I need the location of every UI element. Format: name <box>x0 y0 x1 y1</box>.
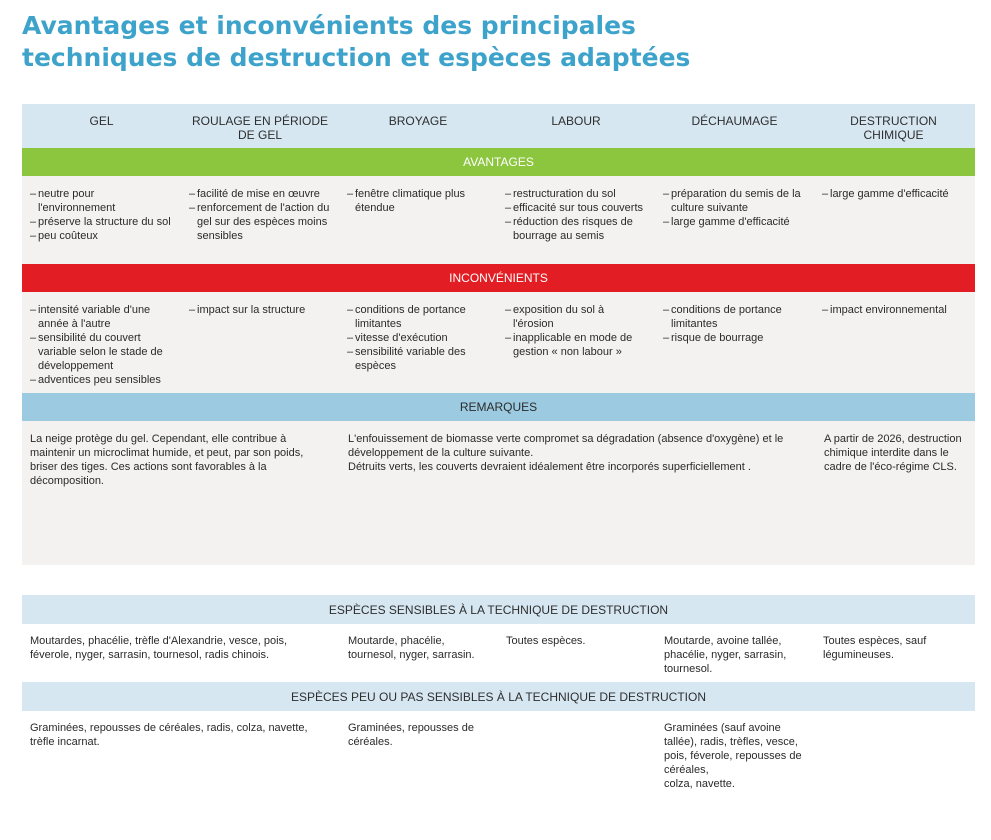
avantages-dechaumage <box>655 176 814 264</box>
list-item: – neutre pour l'environnement <box>30 187 173 215</box>
inconvenients-row <box>22 292 975 393</box>
list-item: – exposition du sol à l'érosion <box>505 303 647 331</box>
list-item: – restructuration du sol <box>505 187 647 201</box>
especes-sensibles-row <box>22 624 975 682</box>
title-line-1: Avantages et inconvénients des principales <box>22 11 636 40</box>
list-item: – préparation du semis de la culture suivante <box>663 187 806 215</box>
especes-peu-sensibles-row <box>22 711 975 811</box>
column-header-dechaumage: DÉCHAUMAGE <box>691 114 778 128</box>
column-header-roulage: ROULAGE EN PÉRIODE DE GEL <box>191 114 329 142</box>
inconvenients-labour <box>497 292 655 393</box>
list-item: – large gamme d'efficacité <box>663 215 806 229</box>
especes-peu-sensibles-chimique <box>815 711 974 811</box>
list-item: – vitesse d'exécution <box>347 331 489 345</box>
list-item: – conditions de portance limitantes <box>347 303 489 331</box>
list-item: – efficacité sur tous couverts <box>505 201 647 215</box>
especes-peu-sensibles-dechaumage-line-1: Graminées (sauf avoine tallée), radis, trèfles, vesce, pois, féverole, repousses de céréales, <box>664 722 802 776</box>
especes-sensibles-header: ESPÈCES SENSIBLES À LA TECHNIQUE DE DESTRUCTION <box>22 595 975 624</box>
list-item: – risque de bourrage <box>663 331 806 345</box>
inconvenients-dechaumage <box>655 292 814 393</box>
list-item: – sensibilité variable des espèces <box>347 345 489 373</box>
list-item: – sensibilité du couvert variable selon le stade de développement <box>30 331 173 373</box>
column-header-row <box>22 104 975 148</box>
list-item: – adventices peu sensibles <box>30 373 173 387</box>
list-item: – fenêtre climatique plus étendue <box>347 187 489 215</box>
column-header-chimique: DESTRUCTION CHIMIQUE <box>850 114 937 142</box>
especes-peu-sensibles-gel: Graminées, repousses de céréales, radis, colza, navette, trèfle incarnat. <box>30 722 308 748</box>
avantages-gel <box>22 176 181 264</box>
especes-sensibles-gel: Moutardes, phacélie, trèfle d'Alexandrie, vesce, pois, féverole, nyger, sarrasin, tournesol, radis chinois. <box>30 635 288 661</box>
inconvenients-band: INCONVÉNIENTS <box>22 264 975 292</box>
inconvenients-gel <box>22 292 181 393</box>
list-item: – intensité variable d'une année à l'autre <box>30 303 173 331</box>
column-header-labour: LABOUR <box>551 114 601 128</box>
inconvenients-roulage <box>181 292 339 393</box>
especes-peu-sensibles-labour <box>498 711 656 811</box>
especes-peu-sensibles-dechaumage <box>656 711 815 811</box>
remarques-band: REMARQUES <box>22 393 975 421</box>
especes-sensibles-labour: Toutes espèces. <box>506 635 586 647</box>
list-item: – impact sur la structure <box>189 303 331 317</box>
page-title <box>22 10 690 74</box>
especes-sensibles-broyage: Moutarde, phacélie, tournesol, nyger, sarrasin. <box>348 635 475 661</box>
list-item: – conditions de portance limitantes <box>663 303 806 331</box>
list-item: – renforcement de l'action du gel sur des espèces moins sensibles <box>189 201 331 243</box>
remarques-labour-line-1: L'enfouissement de biomasse verte compromet sa dégradation (absence d'oxygène) et le développement de la culture suivante. <box>348 433 784 459</box>
remarques-labour-line-2: Détruits verts, les couverts devraient idéalement être incorporés superficiellement . <box>348 461 751 473</box>
list-item: – réduction des risques de bourrage au semis <box>505 215 647 243</box>
column-header-broyage: BROYAGE <box>388 114 448 128</box>
especes-peu-sensibles-header: ESPÈCES PEU OU PAS SENSIBLES À LA TECHNIQUE DE DESTRUCTION <box>22 682 975 711</box>
remarques-gel: La neige protège du gel. Cependant, elle contribue à maintenir un microclimat humide, et peut, par son poids, briser des tiges. Ces actions sont favorables à la décomposition. <box>30 433 304 487</box>
avantages-band: AVANTAGES <box>22 148 975 176</box>
remarques-labour <box>340 421 816 565</box>
title-line-2: techniques de destruction et espèces adaptées <box>22 43 691 72</box>
inconvenients-chimique <box>814 292 973 393</box>
remarques-row <box>22 421 975 565</box>
list-item: – impact environnemental <box>822 303 965 317</box>
list-item: – large gamme d'efficacité <box>822 187 965 201</box>
avantages-labour <box>497 176 655 264</box>
column-header-gel: GEL <box>89 114 114 128</box>
especes-sensibles-chimique: Toutes espèces, sauf légumineuses. <box>823 635 927 661</box>
remarques-chimique: A partir de 2026, destruction chimique interdite dans le cadre de l'éco-régime CLS. <box>824 433 962 473</box>
avantages-chimique <box>814 176 973 264</box>
avantages-broyage <box>339 176 497 264</box>
avantages-row <box>22 176 975 264</box>
especes-peu-sensibles-broyage: Graminées, repousses de céréales. <box>348 722 474 748</box>
list-item: – peu coûteux <box>30 229 173 243</box>
especes-sensibles-dechaumage: Moutarde, avoine tallée, phacélie, nyger, sarrasin, tournesol. <box>664 635 787 675</box>
inconvenients-broyage <box>339 292 497 393</box>
list-item: – préserve la structure du sol <box>30 215 173 229</box>
avantages-roulage <box>181 176 339 264</box>
list-item: – facilité de mise en œuvre <box>189 187 331 201</box>
list-item: – inapplicable en mode de gestion « non labour » <box>505 331 647 359</box>
especes-peu-sensibles-dechaumage-line-2: colza, navette. <box>664 778 735 790</box>
